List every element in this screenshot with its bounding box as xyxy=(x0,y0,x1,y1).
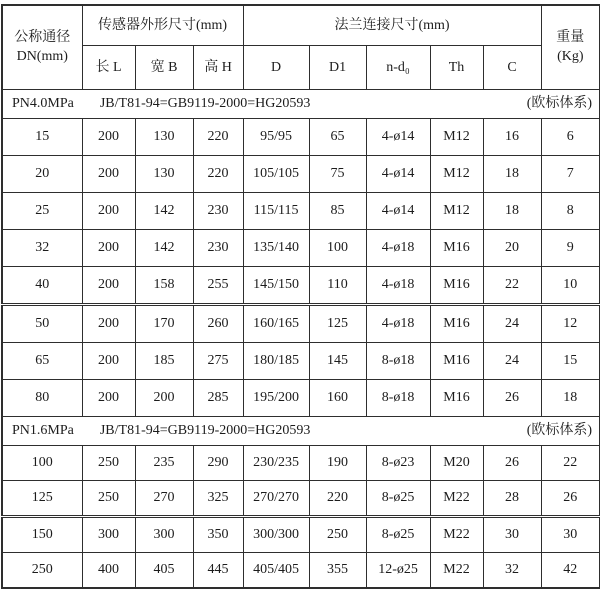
cell-value: 26 xyxy=(483,380,541,417)
cell-value: 18 xyxy=(483,156,541,193)
cell-value: 160/165 xyxy=(243,305,309,343)
cell-value: 115/115 xyxy=(243,193,309,230)
header-d: D xyxy=(243,46,309,90)
header-c: C xyxy=(483,46,541,90)
header-nominal-diameter xyxy=(2,5,82,90)
cell-value: 8-ø18 xyxy=(366,380,430,417)
table-row xyxy=(2,481,600,517)
table-row xyxy=(2,446,600,481)
header-length-l: 长 L xyxy=(82,46,135,90)
cell-value: 250 xyxy=(82,446,135,481)
cell-dn: 50 xyxy=(2,305,82,343)
cell-value: 9 xyxy=(541,230,600,267)
cell-value: 200 xyxy=(82,343,135,380)
cell-value: 24 xyxy=(483,305,541,343)
cell-value: 180/185 xyxy=(243,343,309,380)
cell-value: 8-ø23 xyxy=(366,446,430,481)
section-standard-note: (欧标体系) xyxy=(526,96,593,112)
header-nominal-diameter-en: DN(mm) xyxy=(16,48,68,64)
table-row xyxy=(2,193,600,230)
cell-value: 250 xyxy=(309,517,366,553)
cell-value: 220 xyxy=(193,119,243,156)
cell-value: 8 xyxy=(541,193,600,230)
table-body xyxy=(2,90,600,589)
cell-value: 142 xyxy=(135,193,193,230)
section-row xyxy=(2,90,600,119)
cell-value: 30 xyxy=(483,517,541,553)
cell-dn: 150 xyxy=(2,517,82,553)
cell-value: 26 xyxy=(541,481,600,517)
cell-dn: 25 xyxy=(2,193,82,230)
cell-value: 200 xyxy=(82,267,135,305)
cell-value: 20 xyxy=(483,230,541,267)
cell-value: 405/405 xyxy=(243,553,309,589)
cell-value: 400 xyxy=(82,553,135,589)
cell-dn: 65 xyxy=(2,343,82,380)
cell-value: 145/150 xyxy=(243,267,309,305)
cell-dn: 125 xyxy=(2,481,82,517)
table-row xyxy=(2,230,600,267)
cell-value: 4-ø14 xyxy=(366,193,430,230)
cell-value: 300/300 xyxy=(243,517,309,553)
cell-value: 270 xyxy=(135,481,193,517)
table-row xyxy=(2,343,600,380)
cell-value: 18 xyxy=(541,380,600,417)
cell-value: 250 xyxy=(82,481,135,517)
cell-value: 185 xyxy=(135,343,193,380)
cell-value: M22 xyxy=(430,481,483,517)
cell-dn: 80 xyxy=(2,380,82,417)
cell-value: 220 xyxy=(193,156,243,193)
cell-value: 195/200 xyxy=(243,380,309,417)
cell-dn: 32 xyxy=(2,230,82,267)
cell-value: M16 xyxy=(430,305,483,343)
cell-value: 10 xyxy=(541,267,600,305)
table-row xyxy=(2,517,600,553)
cell-value: 4-ø18 xyxy=(366,267,430,305)
cell-dn: 15 xyxy=(2,119,82,156)
cell-value: 8-ø25 xyxy=(366,517,430,553)
cell-value: 405 xyxy=(135,553,193,589)
cell-value: M16 xyxy=(430,343,483,380)
section-row xyxy=(2,417,600,446)
table-row xyxy=(2,156,600,193)
flowmeter-dimension-table xyxy=(1,4,600,589)
table-row xyxy=(2,305,600,343)
cell-value: M22 xyxy=(430,517,483,553)
cell-value: 110 xyxy=(309,267,366,305)
cell-value: 160 xyxy=(309,380,366,417)
cell-value: 125 xyxy=(309,305,366,343)
cell-dn: 40 xyxy=(2,267,82,305)
cell-value: 445 xyxy=(193,553,243,589)
cell-value: 275 xyxy=(193,343,243,380)
cell-value: M16 xyxy=(430,380,483,417)
cell-value: 158 xyxy=(135,267,193,305)
cell-value: 200 xyxy=(82,156,135,193)
cell-value: 100 xyxy=(309,230,366,267)
cell-value: 200 xyxy=(82,380,135,417)
header-nominal-diameter-cn: 公称通径 xyxy=(14,29,71,45)
cell-dn: 100 xyxy=(2,446,82,481)
section-pressure-rating: PN4.0MPa xyxy=(12,96,74,112)
table-row xyxy=(2,267,600,305)
cell-value: 28 xyxy=(483,481,541,517)
table-row xyxy=(2,119,600,156)
cell-value: 130 xyxy=(135,156,193,193)
cell-value: 4-ø18 xyxy=(366,305,430,343)
table-row xyxy=(2,553,600,589)
cell-value: 18 xyxy=(483,193,541,230)
header-weight-cn: 重量 xyxy=(556,29,585,45)
cell-value: 22 xyxy=(541,446,600,481)
cell-value: 85 xyxy=(309,193,366,230)
section-standard-codes: JB/T81-94=GB9119-2000=HG20593 xyxy=(99,96,311,112)
cell-value: 230 xyxy=(193,193,243,230)
cell-value: 4-ø14 xyxy=(366,156,430,193)
cell-value: 270/270 xyxy=(243,481,309,517)
cell-value: 16 xyxy=(483,119,541,156)
cell-value: M12 xyxy=(430,119,483,156)
cell-value: 8-ø18 xyxy=(366,343,430,380)
cell-value: 350 xyxy=(193,517,243,553)
cell-value: 24 xyxy=(483,343,541,380)
cell-value: 26 xyxy=(483,446,541,481)
cell-value: 220 xyxy=(309,481,366,517)
header-flange-dimensions-group: 法兰连接尺寸(mm) xyxy=(243,5,541,46)
cell-value: 12 xyxy=(541,305,600,343)
cell-value: 200 xyxy=(82,230,135,267)
cell-value: 32 xyxy=(483,553,541,589)
cell-dn: 20 xyxy=(2,156,82,193)
cell-value: 145 xyxy=(309,343,366,380)
cell-value: 290 xyxy=(193,446,243,481)
cell-value: 200 xyxy=(82,193,135,230)
cell-value: 30 xyxy=(541,517,600,553)
cell-value: 255 xyxy=(193,267,243,305)
cell-value: 4-ø18 xyxy=(366,230,430,267)
section-standard-codes: JB/T81-94=GB9119-2000=HG20593 xyxy=(99,423,311,439)
cell-value: 190 xyxy=(309,446,366,481)
cell-value: 300 xyxy=(82,517,135,553)
cell-value: 300 xyxy=(135,517,193,553)
cell-value: 260 xyxy=(193,305,243,343)
cell-value: 22 xyxy=(483,267,541,305)
cell-value: 200 xyxy=(82,305,135,343)
cell-value: 105/105 xyxy=(243,156,309,193)
header-weight-unit: (Kg) xyxy=(557,48,584,64)
cell-value: 95/95 xyxy=(243,119,309,156)
header-th: Th xyxy=(430,46,483,90)
cell-value: 230/235 xyxy=(243,446,309,481)
cell-value: 6 xyxy=(541,119,600,156)
cell-value: 200 xyxy=(135,380,193,417)
cell-value: 4-ø14 xyxy=(366,119,430,156)
table-row xyxy=(2,380,600,417)
cell-value: 75 xyxy=(309,156,366,193)
section-standard-note: (欧标体系) xyxy=(526,423,593,439)
cell-value: 65 xyxy=(309,119,366,156)
cell-value: 355 xyxy=(309,553,366,589)
cell-value: 170 xyxy=(135,305,193,343)
cell-value: 8-ø25 xyxy=(366,481,430,517)
header-sensor-dimensions-group: 传感器外形尺寸(mm) xyxy=(82,5,243,46)
header-d1: D1 xyxy=(309,46,366,90)
header-width-b: 宽 B xyxy=(135,46,193,90)
cell-dn: 250 xyxy=(2,553,82,589)
cell-value: 130 xyxy=(135,119,193,156)
cell-value: M16 xyxy=(430,267,483,305)
header-height-h: 高 H xyxy=(193,46,243,90)
cell-value: M12 xyxy=(430,193,483,230)
cell-value: 7 xyxy=(541,156,600,193)
cell-value: 235 xyxy=(135,446,193,481)
cell-value: M22 xyxy=(430,553,483,589)
cell-value: M12 xyxy=(430,156,483,193)
cell-value: M16 xyxy=(430,230,483,267)
cell-value: 230 xyxy=(193,230,243,267)
cell-value: 325 xyxy=(193,481,243,517)
header-n-d0: n-d₀ xyxy=(366,46,430,90)
cell-value: 285 xyxy=(193,380,243,417)
cell-value: 135/140 xyxy=(243,230,309,267)
cell-value: 12-ø25 xyxy=(366,553,430,589)
section-pressure-rating: PN1.6MPa xyxy=(12,423,74,439)
cell-value: 15 xyxy=(541,343,600,380)
cell-value: 42 xyxy=(541,553,600,589)
cell-value: 142 xyxy=(135,230,193,267)
cell-value: M20 xyxy=(430,446,483,481)
cell-value: 200 xyxy=(82,119,135,156)
header-weight xyxy=(541,5,600,90)
